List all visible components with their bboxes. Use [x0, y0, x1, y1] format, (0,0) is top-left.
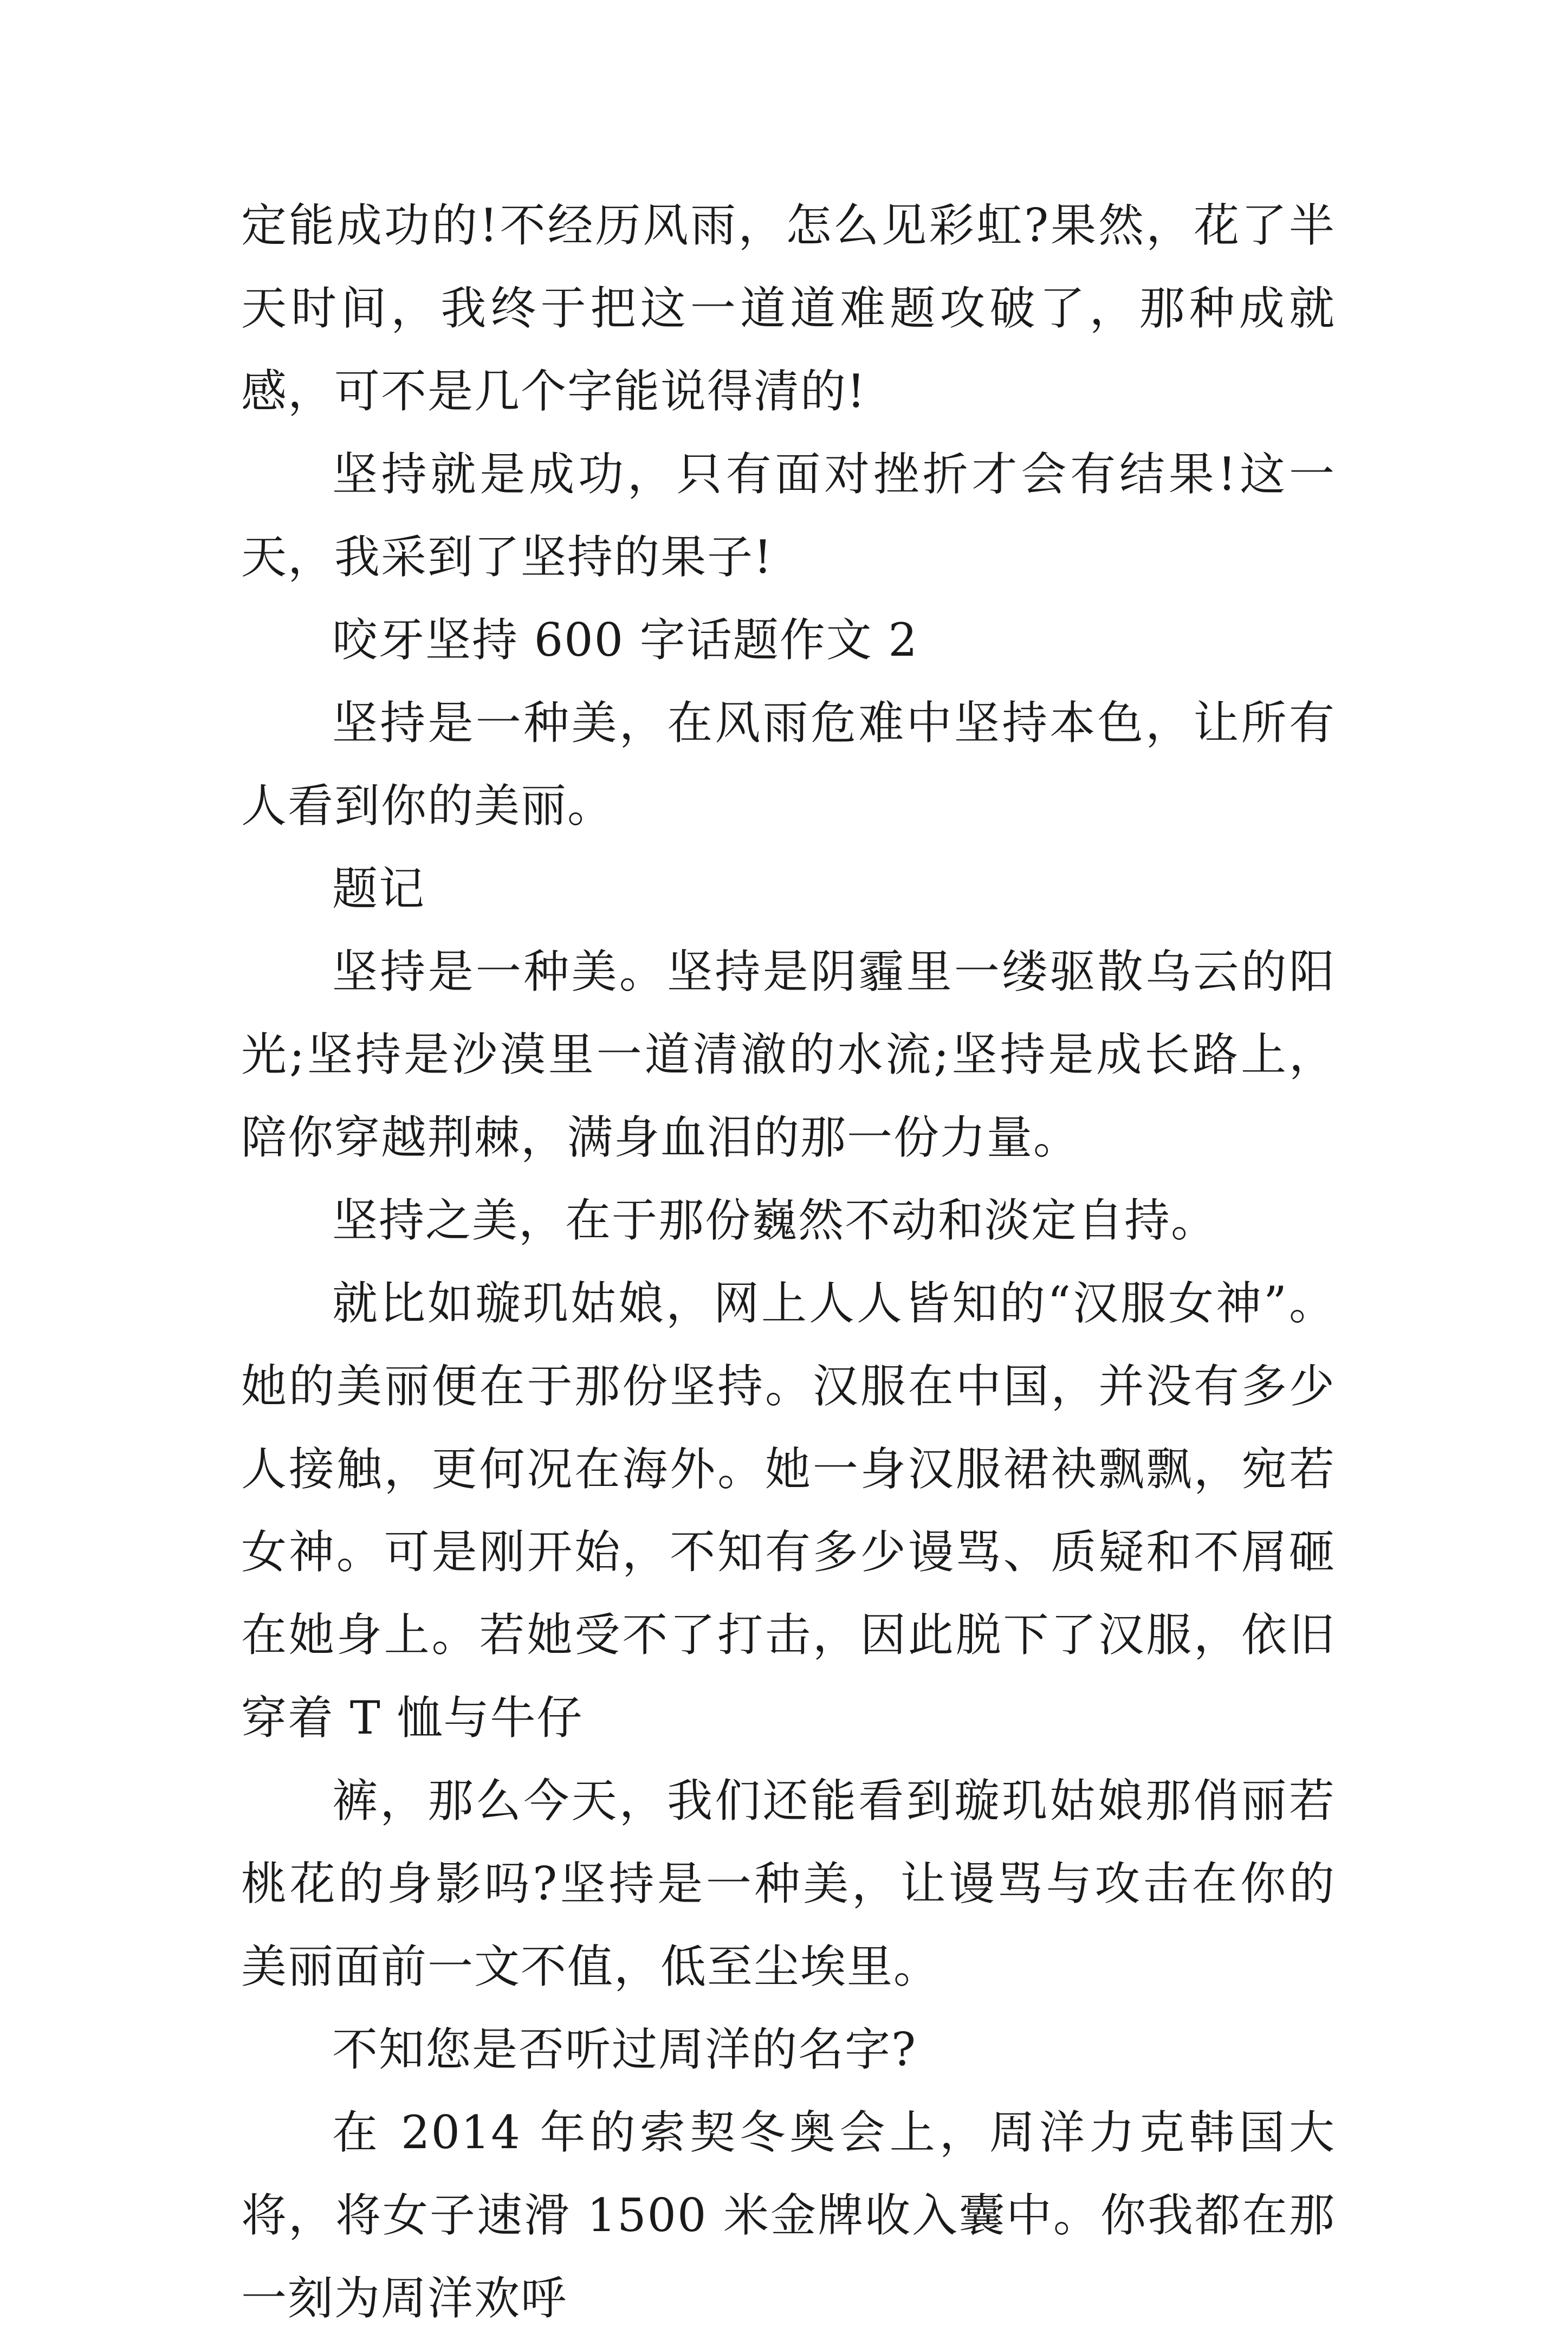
paragraph: 坚持是一种美，在风雨危难中坚持本色，让所有人看到你的美丽。 — [241, 696, 1336, 832]
essay-title: 咬牙坚持 600 字话题作文 2 — [332, 613, 918, 667]
paragraph: 不知您是否听过周洋的名字? — [332, 2023, 917, 2076]
paragraph: 坚持是一种美。坚持是阴霾里一缕驱散乌云的阳光;坚持是沙漠里一道清澈的水流;坚持是成长路上，陪你穿越荆棘，满身血泪的那一份力量。 — [241, 945, 1336, 1164]
paragraph: 定能成功的!不经历风雨，怎么见彩虹?果然，花了半天时间，我终于把这一道道难题攻破了，那种成就感，可不是几个字能说得清的! — [241, 199, 1336, 418]
epigraph-label: 题记 — [332, 862, 426, 915]
body-text — [241, 184, 1336, 2340]
paragraph: 坚持之美，在于那份巍然不动和淡定自持。 — [332, 1194, 1218, 1247]
paragraph: 裤，那么今天，我们还能看到璇玑姑娘那俏丽若桃花的身影吗?坚持是一种美，让谩骂与攻击在你的美丽面前一文不值，低至尘埃里。 — [241, 1774, 1336, 1993]
paragraph: 在 2014 年的索契冬奥会上，周洋力克韩国大将，将女子速滑 1500 米金牌收入囊中。你我都在那一刻为周洋欢呼 — [241, 2106, 1336, 2325]
paragraph: 就比如璇玑姑娘，网上人人皆知的“汉服女神”。她的美丽便在于那份坚持。汉服在中国，并没有多少人接触，更何况在海外。她一身汉服裙袂飘飘，宛若女神。可是刚开始，不知有多少谩骂、质疑和不屑砸在她身上。若她受不了打击，因此脱下了汉服，依旧穿着 T 恤与牛仔 — [241, 1277, 1336, 1744]
paragraph: 坚持就是成功，只有面对挫折才会有结果!这一天，我采到了坚持的果子! — [241, 448, 1336, 584]
